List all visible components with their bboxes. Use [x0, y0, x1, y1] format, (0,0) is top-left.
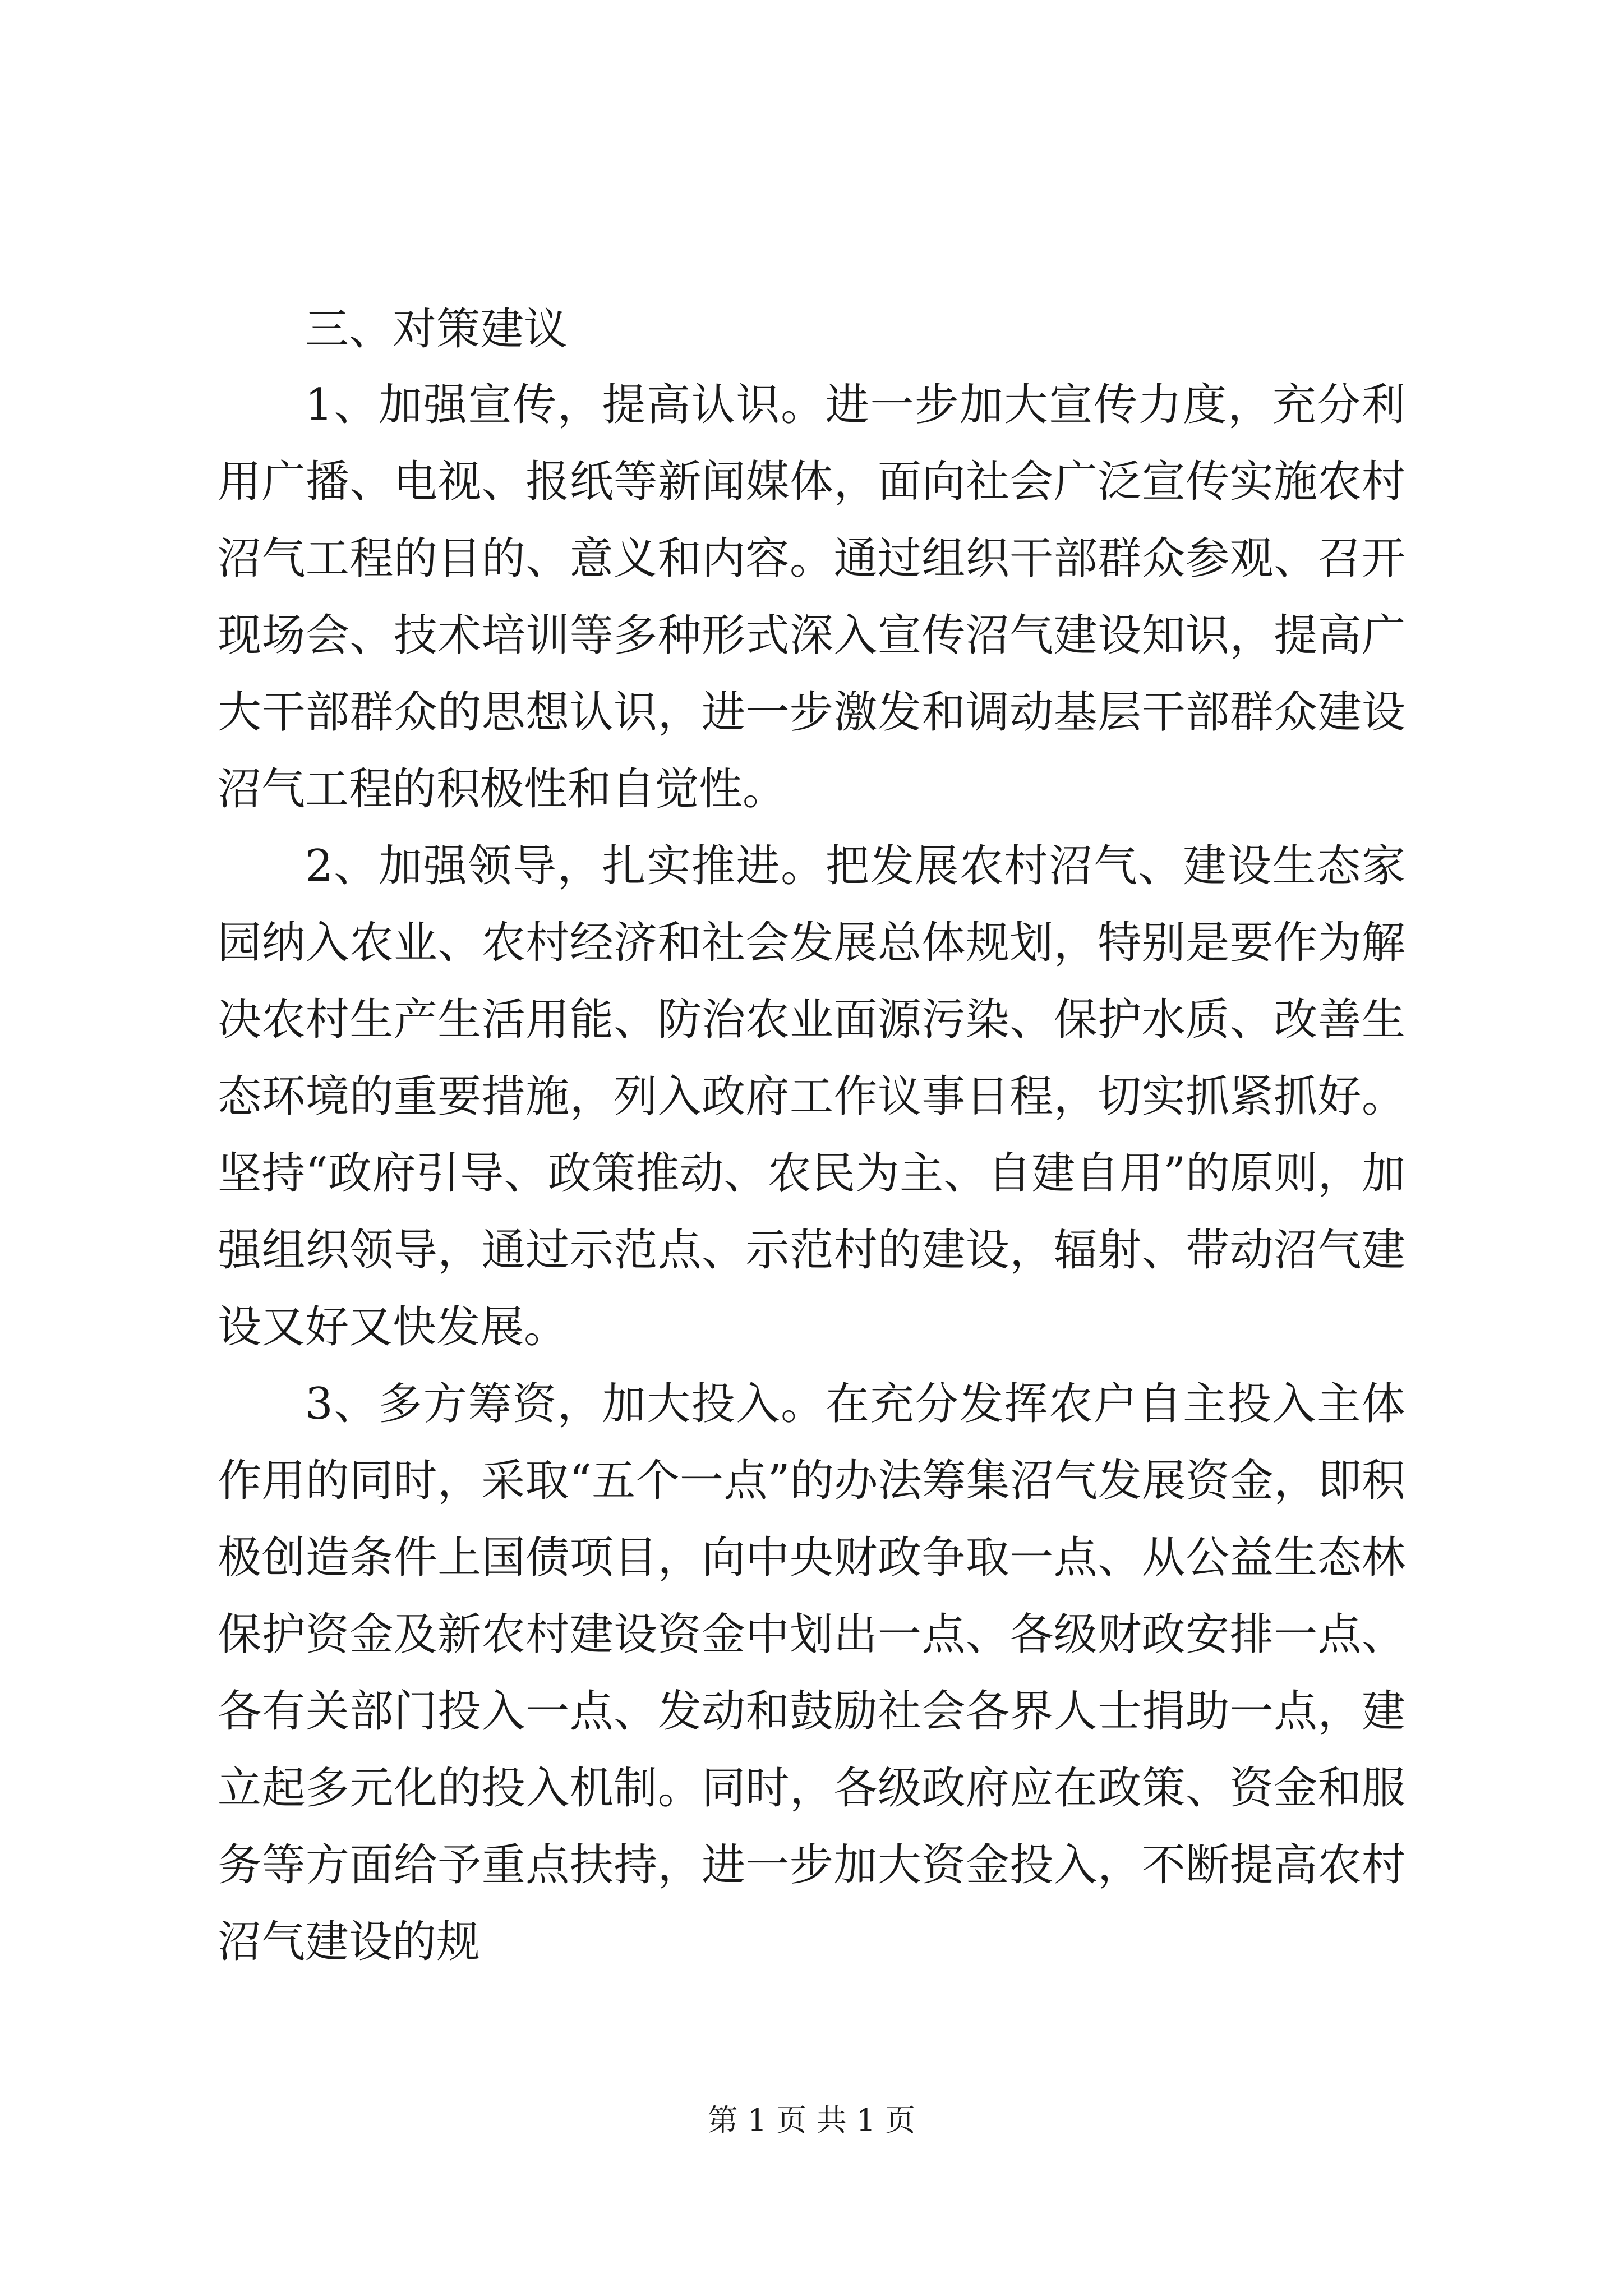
paragraph-1: 1、加强宣传，提高认识。进一步加大宣传力度，充分利用广播、电视、报纸等新闻媒体，面向社会广泛宣传实施农村沼气工程的目的、意义和内容。通过组织干部群众参观、召开现场会、技术培训等多种形式深入宣传沼气建设知识，提高广大干部群众的思想认识，进一步激发和调动基层干部群众建设沼气工程的积极性和自觉性。 [218, 380, 1405, 815]
paragraph-3: 3、多方筹资，加大投入。在充分发挥农户自主投入主体作用的同时，采取“五个一点”的办法筹集沼气发展资金，即积极创造条件上国债项目，向中央财政争取一点、从公益生态林保护资金及新农村建设资金中划出一点、各级财政安排一点、各有关部门投入一点、发动和鼓励社会各界人士捐助一点，建立起多元化的投入机制。同时，各级政府应在政策、资金和服务等方面给予重点扶持，进一步加大资金投入，不断提高农村沼气建设的规 [218, 1379, 1405, 1967]
page-footer: 第 1 页 共 1 页 [707, 2102, 916, 2138]
paragraph-2: 2、加强领导，扎实推进。把发展农村沼气、建设生态家园纳入农业、农村经济和社会发展总体规划，特别是要作为解决农村生产生活用能、防治农业面源污染、保护水质、改善生态环境的重要措施，列入政府工作议事日程，切实抓紧抓好。坚持“政府引导、政策推动、农民为主、自建自用”的原则，加强组织领导，通过示范点、示范村的建设，辐射、带动沼气建设又好又快发展。 [218, 841, 1405, 1352]
section-heading: 三、对策建议 [305, 304, 568, 355]
document-body [218, 292, 1405, 1981]
